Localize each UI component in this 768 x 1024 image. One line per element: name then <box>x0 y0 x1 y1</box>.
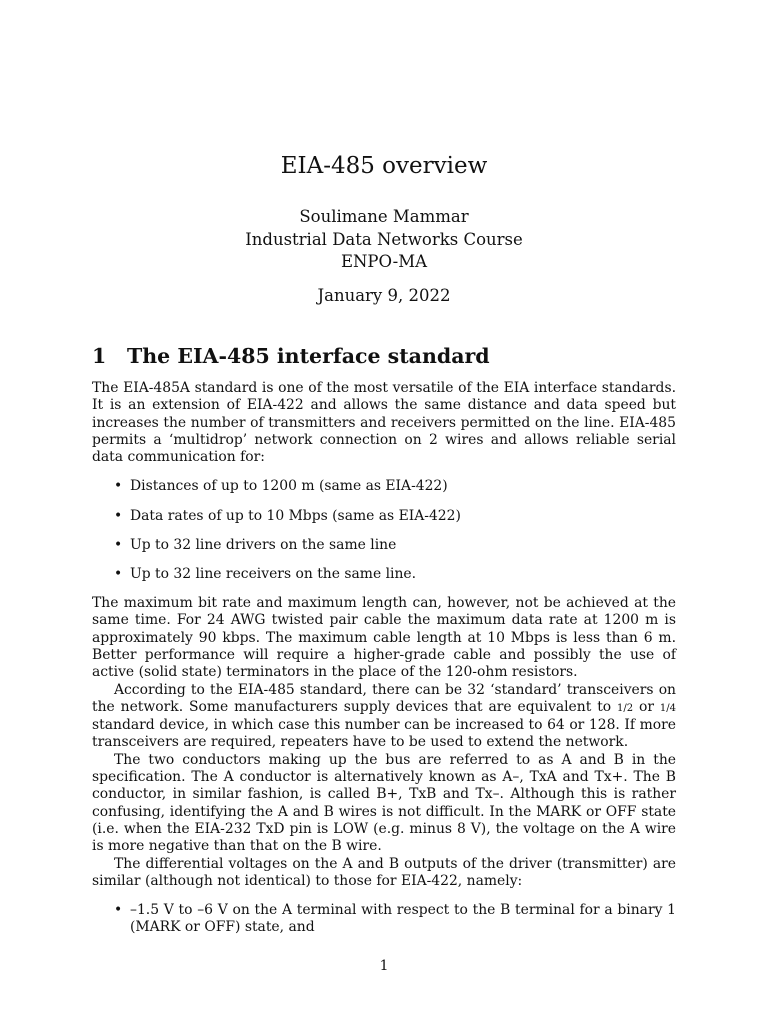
list-item: • Up to 32 line receivers on the same line. <box>114 565 417 582</box>
bullet-icon: • <box>114 478 123 495</box>
intro-paragraph: The EIA-485A standard is one of the most versatile of the EIA interface standards. It is an extension of EIA-422 and allows the same distance and data speed but increases the number of transmitters and receivers permitted on the line. EIA-485 permits a ‘multidrop’ network connection on 2 wires and allows reliable serial data communication for: <box>92 380 676 466</box>
author-block <box>92 206 676 274</box>
paper-title: EIA-485 overview <box>280 153 488 179</box>
list-item: • Distances of up to 1200 m (same as EIA-422) <box>114 478 448 495</box>
bullet-icon: • <box>114 902 123 919</box>
conductors-paragraph: The two conductors making up the bus are referred to as A and B in the specification. The A conductor is alternatively known as A–, TxA and Tx+. The B conductor, in similar fashion, is called B+, TxB and Tx–. Although this is rather confusing, identifying the A and B wires is not difficult. In the MARK or OFF state (i.e. when the EIA-232 TxD pin is LOW (e.g. minus 8 V), the voltage on the A wire is more negative than that on the B wire. <box>92 751 676 855</box>
author-name: Soulimane Mammar <box>299 207 469 226</box>
fraction-quarter: 1/4 <box>659 702 676 714</box>
list-item: • –1.5 V to –6 V on the A terminal with respect to the B terminal for a binary 1 (MARK or OFF) state, and <box>114 902 676 936</box>
author-affiliation: Industrial Data Networks Course <box>245 229 523 249</box>
section-body <box>92 380 676 937</box>
list-item: • Data rates of up to 10 Mbps (same as EIA-422) <box>114 507 461 524</box>
list-item: • Up to 32 line drivers on the same line <box>114 536 397 553</box>
section-title: The EIA-485 interface standard <box>127 344 490 368</box>
section-heading <box>92 342 490 370</box>
differential-paragraph: The differential voltages on the A and B outputs of the driver (transmitter) are similar (although not identical) to those for EIA-422, namely: <box>92 855 676 889</box>
fraction-half: 1/2 <box>617 702 634 714</box>
section-number: 1 <box>92 344 107 368</box>
author-institution: ENPO-MA <box>340 252 428 271</box>
page-number: 1 <box>379 958 389 974</box>
transceivers-paragraph: According to the EIA-485 standard, there can be 32 ‘standard’ transceivers on the network. Some manufacturers supply devices that are equivalent to 1/2 or 1/4 standard device, in which case this number can be increased to 64 or 128. If more transceivers are required, repeaters have to be used to extend the network. <box>92 681 676 751</box>
voltage-list <box>92 902 676 937</box>
bullet-icon: • <box>114 507 123 524</box>
paper-date: January 9, 2022 <box>317 286 451 305</box>
capabilities-list <box>92 478 676 583</box>
bullet-icon: • <box>114 536 123 553</box>
bullet-icon: • <box>114 565 123 582</box>
bitrate-paragraph: The maximum bit rate and maximum length can, however, not be achieved at the same time. For 24 AWG twisted pair cable the maximum data rate at 1200 m is approximately 90 kbps. The maximum cable length at 10 Mbps is less than 6 m. Better performance will require a higher-grade cable and possibly the use of active (solid state) terminators in the place of the 120-ohm resistors. <box>92 595 676 681</box>
